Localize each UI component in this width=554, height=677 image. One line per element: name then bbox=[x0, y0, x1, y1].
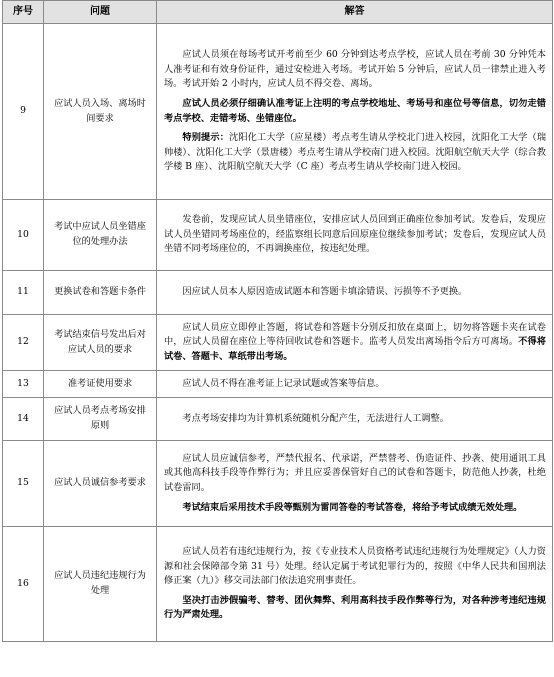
answer-emphasis: 不得将试卷、答题卡、草纸带出考场。 bbox=[164, 336, 546, 362]
answer-lead: 特别提示： bbox=[182, 132, 230, 144]
answer-paragraph bbox=[164, 501, 546, 516]
table-row bbox=[3, 315, 553, 371]
row-question: 应试人员入场、离场时间要求 bbox=[44, 24, 157, 200]
table-body bbox=[3, 24, 553, 642]
table-row bbox=[3, 398, 553, 441]
row-question: 应试人员诚信参考要求 bbox=[44, 441, 157, 527]
answer-text: 坚决打击涉假骗考、替考、团伙舞弊、利用高科技手段作弊等行为，对各种涉考违纪违规行为严肃处理。 bbox=[164, 594, 546, 621]
row-number: 12 bbox=[3, 315, 44, 371]
faq-table bbox=[2, 0, 553, 642]
row-question: 应试人员考点考场安排原则 bbox=[44, 398, 157, 441]
row-number: 16 bbox=[3, 527, 44, 642]
row-number: 13 bbox=[3, 371, 44, 398]
answer-paragraph bbox=[164, 48, 546, 92]
answer-paragraph bbox=[164, 213, 546, 257]
answer-paragraph bbox=[164, 452, 546, 496]
row-question: 准考证使用要求 bbox=[44, 371, 157, 398]
header-answer: 解答 bbox=[157, 1, 553, 24]
answer-text: 因应试人员本人原因造成试题本和答题卡填涂错误、污损等不予更换。 bbox=[182, 286, 468, 298]
row-number: 15 bbox=[3, 441, 44, 527]
table-row bbox=[3, 271, 553, 315]
table-header-row bbox=[3, 1, 553, 24]
row-answer bbox=[157, 527, 553, 642]
answer-paragraph bbox=[164, 321, 546, 365]
row-answer bbox=[157, 441, 553, 527]
header-num: 序号 bbox=[3, 1, 44, 24]
table-row bbox=[3, 371, 553, 398]
header-question: 问题 bbox=[44, 1, 157, 24]
row-question: 应试人员违纪违规行为处理 bbox=[44, 527, 157, 642]
answer-paragraph bbox=[164, 377, 546, 392]
row-answer bbox=[157, 315, 553, 371]
answer-paragraph bbox=[164, 97, 546, 126]
answer-text: 考点考场安排均为计算机系统随机分配产生，无法进行人工调整。 bbox=[182, 412, 449, 424]
answer-paragraph bbox=[164, 412, 546, 427]
answer-text: 应试人员应诚信参考，严禁代报名、代承诺，严禁替考、伪造证件、抄袭、使用通讯工具或其他高科技手段等作弊行为；并且应妥善保管好自己的试卷和答题卡，防范他人抄袭，杜绝试卷雷同。 bbox=[164, 452, 546, 493]
row-question: 更换试卷和答题卡条件 bbox=[44, 271, 157, 315]
row-question: 考试中应试人员坐错座位的处理办法 bbox=[44, 200, 157, 271]
answer-text: 应试人员须在每场考试开考前至少 60 分钟到达考点学校，应试人员在考前 30 分钟凭本人准考证和有效身份证件，通过安检进入考场。考试开始 5 分钟后，应试人员一律禁止进入考场。考试开始 2 小时内，应试人员不得交卷、离场。 bbox=[164, 49, 546, 90]
row-number: 14 bbox=[3, 398, 44, 441]
row-answer bbox=[157, 200, 553, 271]
answer-text: 应试人员必须仔细确认准考证上注明的考点学校地址、考场号和座位号等信息，切勿走错考点学校、走错考场、坐错座位。 bbox=[164, 97, 546, 124]
row-answer bbox=[157, 24, 553, 200]
answer-paragraph bbox=[164, 594, 546, 623]
row-answer bbox=[157, 271, 553, 315]
answer-text: 应试人员不得在准考证上记录试题或答案等信息。 bbox=[182, 377, 385, 389]
row-answer bbox=[157, 371, 553, 398]
answer-paragraph bbox=[164, 545, 546, 589]
row-number: 9 bbox=[3, 24, 44, 200]
table-row bbox=[3, 527, 553, 642]
table-row bbox=[3, 200, 553, 271]
row-question: 考试结束信号发出后对应试人员的要求 bbox=[44, 315, 157, 371]
row-answer bbox=[157, 398, 553, 441]
answer-paragraph bbox=[164, 131, 546, 175]
answer-text: 考试结束后采用技术手段等甄别为雷同答卷的考试答卷，将给予考试成绩无效处理。 bbox=[182, 501, 523, 513]
row-number: 11 bbox=[3, 271, 44, 315]
row-number: 10 bbox=[3, 200, 44, 271]
answer-text: 沈阳化工大学（应星楼）考点考生请从学校北门进入校园，沈阳化工大学（瑞帅楼）、沈阳化工大学（景唐楼）考点考生请从学校南门进入校园。沈阳航空航天大学（综合教学楼 B 座）、沈阳航空航天大学（C 座）考点考生请从学校南门进入校园。 bbox=[164, 132, 547, 173]
table-row bbox=[3, 24, 553, 200]
answer-paragraph bbox=[164, 285, 546, 300]
table-row bbox=[3, 441, 553, 527]
answer-text: 发卷前，发现应试人员坐错座位，安排应试人员回到正确座位参加考试。发卷后，发现应试人员坐错同考场座位的，经监察组长同意后回原座位继续参加考试；发卷后，发现应试人员坐错不同考场座位的，不再调换座位，按违纪处理。 bbox=[164, 214, 546, 255]
answer-text: 应试人员若有违纪违规行为，按《专业技术人员资格考试违纪违规行为处理规定》（人力资源和社会保障部令第 31 号）处理。经认定属于考试犯罪行为的，按照《中华人民共和国刑法修正案（九）》移交司法部门依法追究刑事责任。 bbox=[164, 546, 546, 587]
answer-text: 应试人员应立即停止答题，将试卷和答题卡分别反扣放在桌面上，切勿将答题卡夹在试卷中，应试人员留在座位上等待回收试卷和答题卡。监考人员发出离场指令后方可离场。 bbox=[164, 321, 546, 348]
